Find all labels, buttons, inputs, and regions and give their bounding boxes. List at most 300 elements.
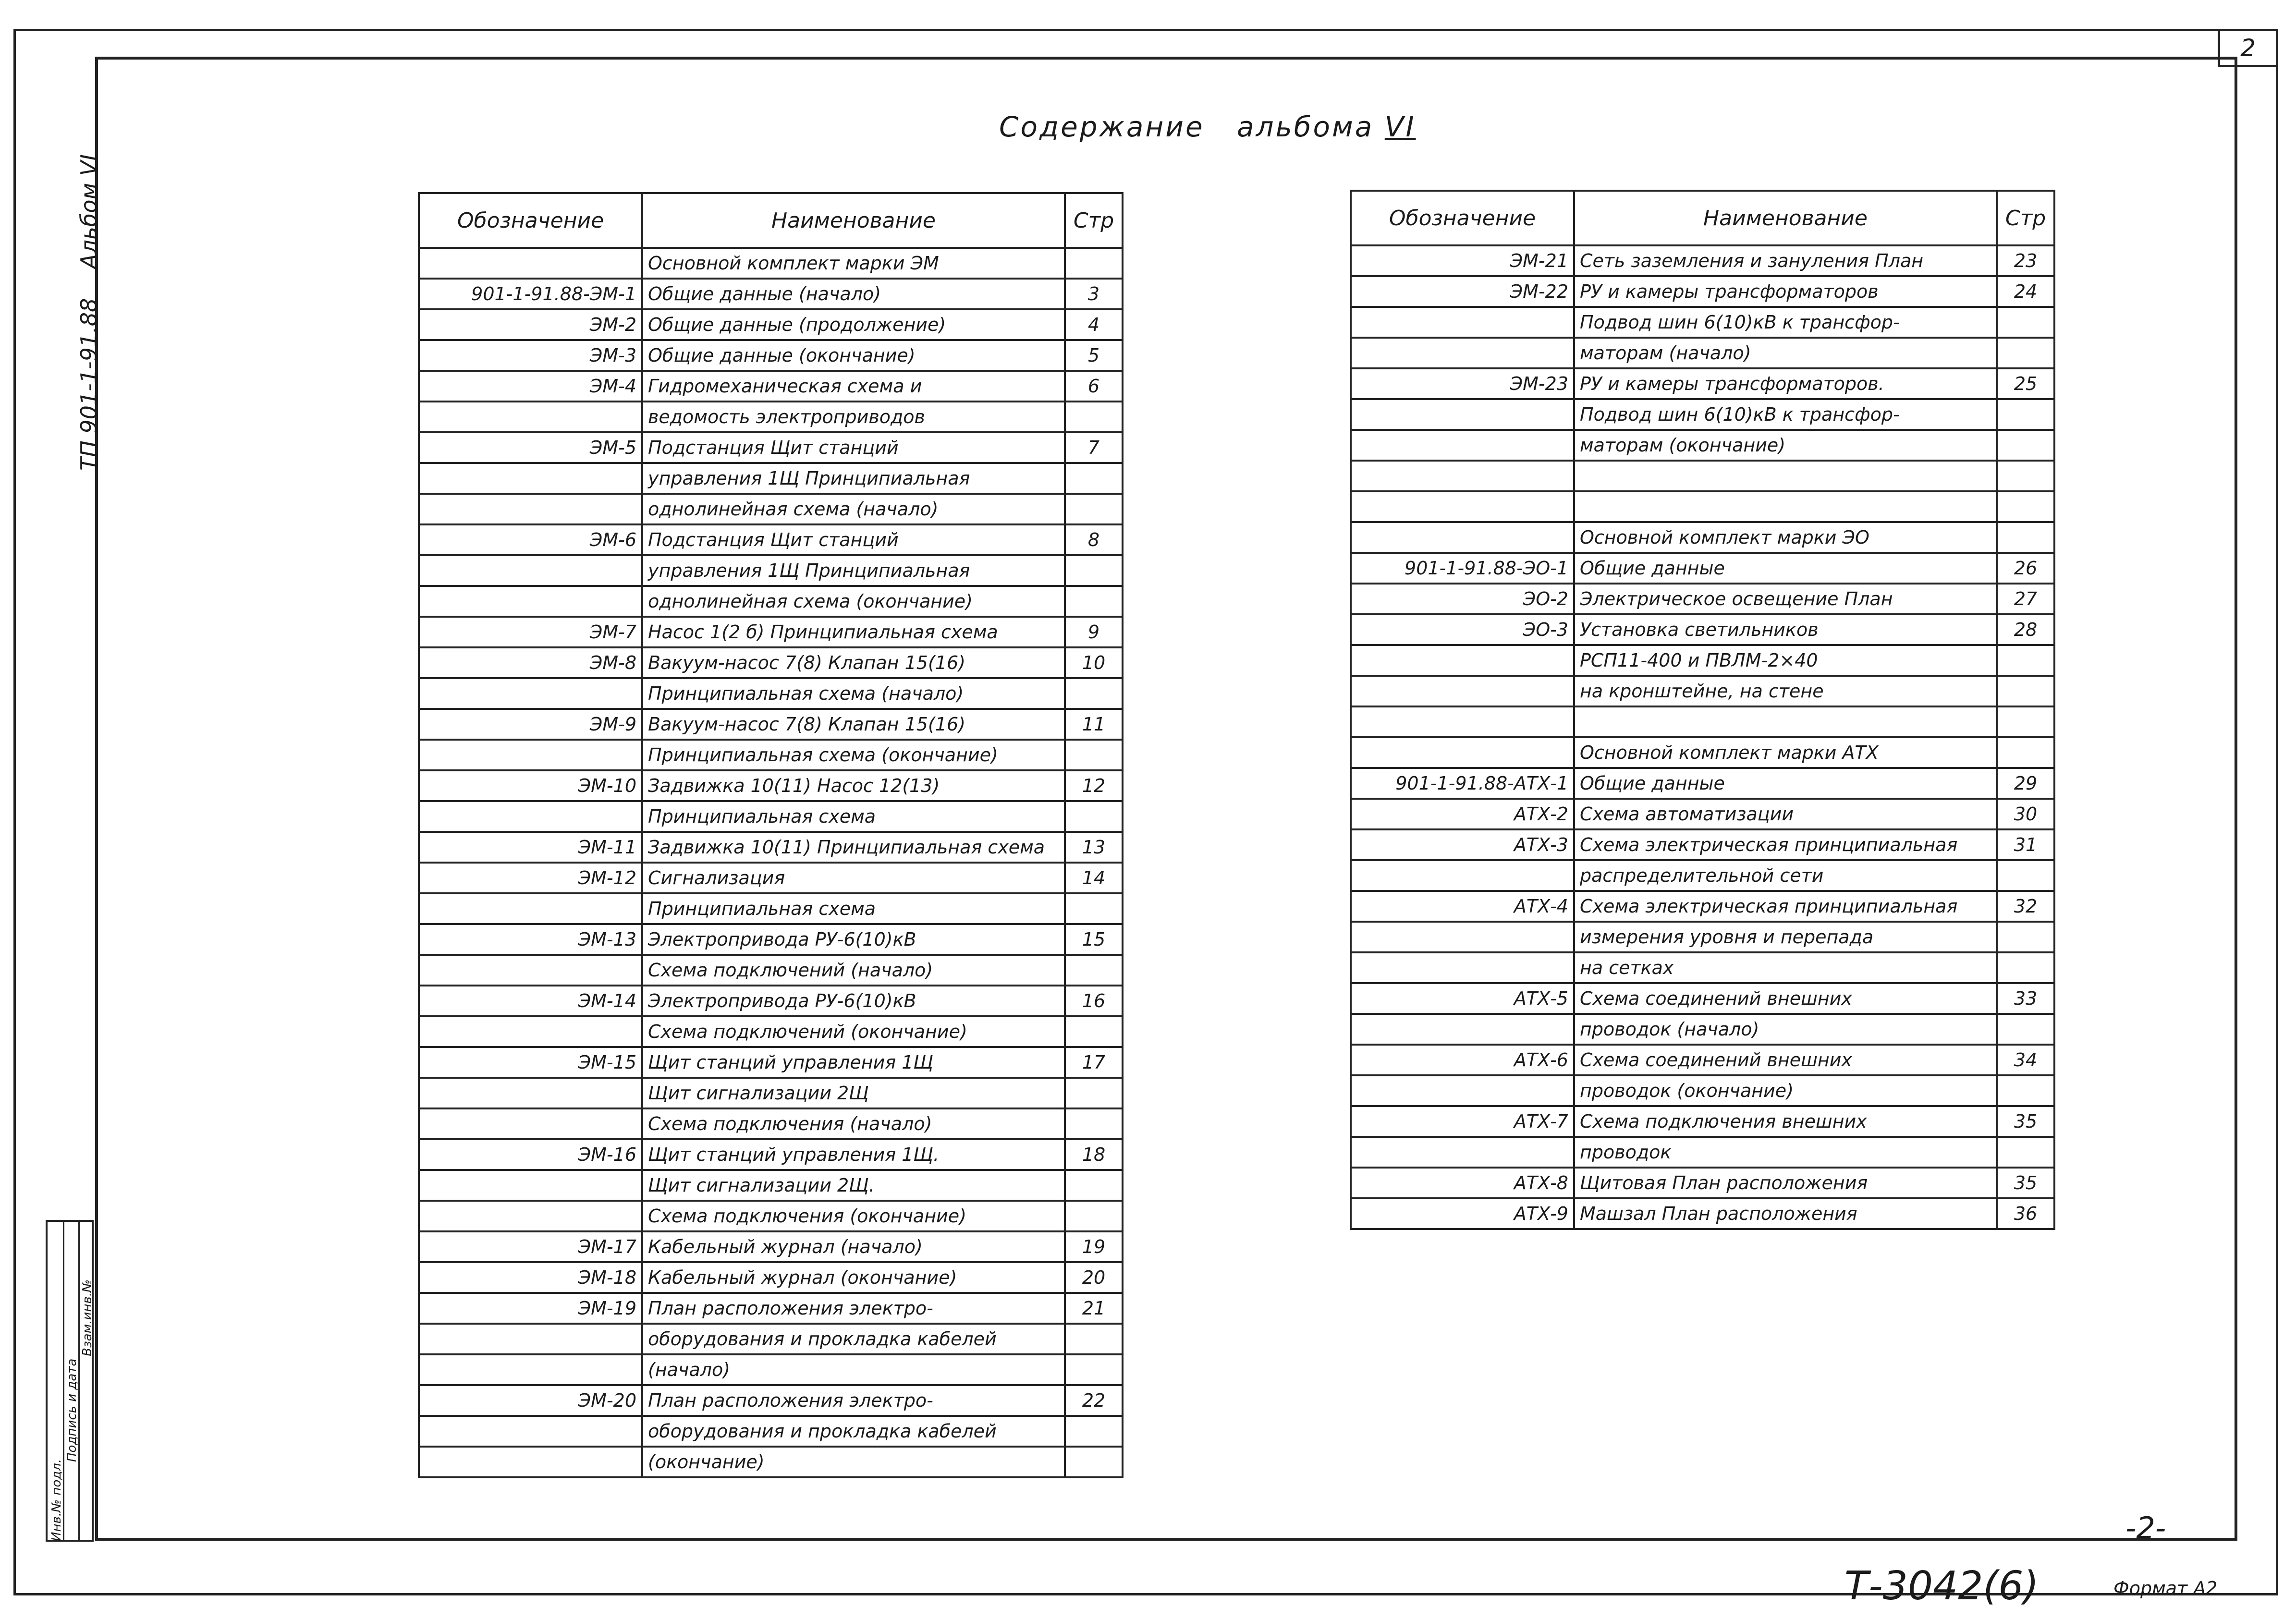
cell-page: [1065, 494, 1123, 524]
table-row: [419, 1016, 1123, 1047]
cell-page: 9: [1065, 617, 1123, 647]
cell-code: [419, 955, 642, 986]
cell-name: Общие данные (продолжение): [642, 309, 1065, 340]
cell-page: 31: [1997, 829, 2054, 860]
table-row: [1351, 645, 2054, 676]
cell-name: Принципиальная схема: [642, 893, 1065, 924]
table-row: [1351, 1045, 2054, 1075]
cell-page: [1065, 555, 1123, 586]
cell-page: 21: [1065, 1293, 1123, 1324]
cell-page: 27: [1997, 584, 2054, 614]
table-row: [1351, 338, 2054, 368]
cell-code: [1351, 645, 1574, 676]
cell-name: распределительной сети: [1574, 860, 1997, 891]
cell-code: ЭО-2: [1351, 584, 1574, 614]
cell-name: Гидромеханическая схема и: [642, 371, 1065, 402]
cell-page: 3: [1065, 279, 1123, 309]
cell-page: [1065, 248, 1123, 279]
table-row: [419, 586, 1123, 617]
table-row: [419, 1262, 1123, 1293]
cell-code: ЭМ-20: [419, 1385, 642, 1416]
table-row: [1351, 1168, 2054, 1198]
cell-code: [1351, 1075, 1574, 1106]
cell-code: ЭМ-12: [419, 863, 642, 893]
cell-name: Схема электрическая принципиальная: [1574, 829, 1997, 860]
cell-code: [419, 1170, 642, 1201]
cell-name: Вакуум-насос 7(8) Клапан 15(16): [642, 709, 1065, 740]
cell-code: ЭМ-8: [419, 647, 642, 678]
table-header-row: [1351, 191, 2054, 245]
cell-code: [419, 740, 642, 770]
table-row: [419, 1447, 1123, 1477]
cell-page: 35: [1997, 1106, 2054, 1137]
cell-code: [419, 1108, 642, 1139]
table-row: [419, 524, 1123, 555]
cell-page: 8: [1065, 524, 1123, 555]
title-text: Содержание альбома: [999, 110, 1374, 143]
cell-page: 29: [1997, 768, 2054, 799]
table-row: [1351, 430, 2054, 461]
cell-code: ЭМ-23: [1351, 368, 1574, 399]
cell-name: Схема подключения внешних: [1574, 1106, 1997, 1137]
cell-name: РУ и камеры трансформаторов.: [1574, 368, 1997, 399]
stamp-label-sign: Подпись и дата: [65, 1358, 79, 1462]
cell-page: [1065, 1447, 1123, 1477]
format-label: Формат А2: [2113, 1578, 2218, 1599]
cell-code: 901-1-91.88-ЭО-1: [1351, 553, 1574, 584]
table-header-row: [419, 193, 1123, 248]
cell-name: Задвижка 10(11) Принципиальная схема: [642, 832, 1065, 863]
cell-name: управления 1Щ Принципиальная: [642, 463, 1065, 494]
cell-name: маторам (начало): [1574, 338, 1997, 368]
cell-name: Схема соединений внешних: [1574, 983, 1997, 1014]
cell-code: [1351, 1014, 1574, 1045]
cell-page: 10: [1065, 647, 1123, 678]
cell-page: 25: [1997, 368, 2054, 399]
cell-code: ЭМ-7: [419, 617, 642, 647]
cell-page: 23: [1997, 245, 2054, 276]
cell-code: ЭМ-3: [419, 340, 642, 371]
cell-code: [419, 678, 642, 709]
table-row: [419, 647, 1123, 678]
column-header-name: Наименование: [642, 193, 1065, 248]
cell-page: 22: [1065, 1385, 1123, 1416]
table-row: [1351, 1075, 2054, 1106]
document-reference: Т-3042(6): [1844, 1563, 2039, 1609]
cell-code: АТХ-6: [1351, 1045, 1574, 1075]
table-row: [1351, 276, 2054, 307]
table-row: [1351, 706, 2054, 737]
cell-name: Общие данные: [1574, 768, 1997, 799]
table-row: [1351, 461, 2054, 491]
cell-code: [419, 1416, 642, 1447]
cell-page: 35: [1997, 1168, 2054, 1198]
table-row: [419, 1139, 1123, 1170]
table-row: [1351, 1014, 2054, 1045]
cell-code: [1351, 430, 1574, 461]
cell-page: 33: [1997, 983, 2054, 1014]
cell-code: [419, 1078, 642, 1108]
cell-page: [1065, 1354, 1123, 1385]
cell-name: (окончание): [642, 1447, 1065, 1477]
cell-code: [419, 801, 642, 832]
table-row: [1351, 737, 2054, 768]
table-row: [419, 863, 1123, 893]
cell-page: 12: [1065, 770, 1123, 801]
cell-page: [1065, 1201, 1123, 1231]
cell-name: Подвод шин 6(10)кВ к трансфор-: [1574, 399, 1997, 430]
table-row: [419, 371, 1123, 402]
cell-code: [1351, 307, 1574, 338]
table-row: [419, 1231, 1123, 1262]
cell-name: Задвижка 10(11) Насос 12(13): [642, 770, 1065, 801]
table-row: [1351, 860, 2054, 891]
table-row: [1351, 491, 2054, 522]
table-row: [1351, 522, 2054, 553]
table-row: [1351, 1198, 2054, 1229]
table-row: [1351, 829, 2054, 860]
cell-page: [1997, 922, 2054, 952]
table-row: [1351, 676, 2054, 706]
cell-name: Схема электрическая принципиальная: [1574, 891, 1997, 922]
table-row: [419, 986, 1123, 1016]
cell-name: [1574, 706, 1997, 737]
cell-page: [1065, 1078, 1123, 1108]
cell-name: Электрическое освещение План: [1574, 584, 1997, 614]
cell-code: [419, 586, 642, 617]
cell-name: измерения уровня и перепада: [1574, 922, 1997, 952]
cell-page: 5: [1065, 340, 1123, 371]
table-row: [1351, 399, 2054, 430]
cell-name: управления 1Щ Принципиальная: [642, 555, 1065, 586]
cell-code: ЭМ-4: [419, 371, 642, 402]
page-title: [999, 110, 1416, 143]
table-row: [1351, 614, 2054, 645]
cell-code: ЭМ-17: [419, 1231, 642, 1262]
table-row: [419, 924, 1123, 955]
cell-code: ЭМ-11: [419, 832, 642, 863]
cell-name: РУ и камеры трансформаторов: [1574, 276, 1997, 307]
cell-page: [1997, 1014, 2054, 1045]
cell-code: АТХ-9: [1351, 1198, 1574, 1229]
cell-page: 4: [1065, 309, 1123, 340]
cell-name: План расположения электро-: [642, 1293, 1065, 1324]
cell-code: 901-1-91.88-АТХ-1: [1351, 768, 1574, 799]
cell-code: [1351, 706, 1574, 737]
cell-page: 30: [1997, 799, 2054, 829]
cell-name: ведомость электроприводов: [642, 402, 1065, 432]
table-row: [419, 1416, 1123, 1447]
cell-name: Сеть заземления и зануления План: [1574, 245, 1997, 276]
cell-name: [1574, 461, 1997, 491]
table-row: [1351, 768, 2054, 799]
table-row: [419, 463, 1123, 494]
cell-page: [1065, 1016, 1123, 1047]
cell-page: 26: [1997, 553, 2054, 584]
cell-page: [1065, 1416, 1123, 1447]
table-row: [419, 1354, 1123, 1385]
cell-page: [1997, 645, 2054, 676]
table-row: [419, 955, 1123, 986]
cell-name: Щит сигнализации 2Щ: [642, 1078, 1065, 1108]
cell-code: ЭМ-16: [419, 1139, 642, 1170]
table-row: [419, 1170, 1123, 1201]
cell-code: АТХ-3: [1351, 829, 1574, 860]
cell-page: 11: [1065, 709, 1123, 740]
table-row: [419, 740, 1123, 770]
table-row: [1351, 1137, 2054, 1168]
table-row: [1351, 983, 2054, 1014]
sheet-number: 2: [2218, 29, 2278, 67]
table-row: [1351, 584, 2054, 614]
table-row: [1351, 799, 2054, 829]
cell-page: [1997, 399, 2054, 430]
cell-name: маторам (окончание): [1574, 430, 1997, 461]
cell-page: [1065, 955, 1123, 986]
page-mark: -2-: [2125, 1510, 2166, 1546]
cell-name: Принципиальная схема: [642, 801, 1065, 832]
table-row: [1351, 553, 2054, 584]
cell-page: 17: [1065, 1047, 1123, 1078]
cell-code: [419, 1201, 642, 1231]
side-document-code: ТП 901-1-91.88: [76, 298, 102, 471]
cell-code: ЭМ-6: [419, 524, 642, 555]
table-row: [419, 1108, 1123, 1139]
table-row: [419, 1293, 1123, 1324]
cell-page: 24: [1997, 276, 2054, 307]
table-row: [1351, 245, 2054, 276]
cell-code: [419, 1016, 642, 1047]
table-row: [419, 1078, 1123, 1108]
cell-page: 15: [1065, 924, 1123, 955]
cell-code: [1351, 737, 1574, 768]
cell-code: ЭМ-14: [419, 986, 642, 1016]
cell-page: [1997, 737, 2054, 768]
cell-name: Щит сигнализации 2Щ.: [642, 1170, 1065, 1201]
table-row: [419, 801, 1123, 832]
cell-code: [1351, 522, 1574, 553]
contents-table-right: [1350, 190, 2055, 1230]
table-row: [419, 1201, 1123, 1231]
cell-code: [419, 494, 642, 524]
cell-name: План расположения электро-: [642, 1385, 1065, 1416]
table-row: [419, 432, 1123, 463]
cell-page: 32: [1997, 891, 2054, 922]
cell-name: Установка светильников: [1574, 614, 1997, 645]
cell-page: [1997, 338, 2054, 368]
cell-name: Основной комплект марки АТХ: [1574, 737, 1997, 768]
table-row: [419, 1385, 1123, 1416]
cell-name: Щит станций управления 1Щ.: [642, 1139, 1065, 1170]
column-header-code: Обозначение: [419, 193, 642, 248]
cell-name: Основной комплект марки ЭМ: [642, 248, 1065, 279]
cell-code: ЭМ-18: [419, 1262, 642, 1293]
cell-name: Машзал План расположения: [1574, 1198, 1997, 1229]
cell-page: [1997, 307, 2054, 338]
table-row: [1351, 1106, 2054, 1137]
cell-name: Электропривода РУ-6(10)кВ: [642, 986, 1065, 1016]
cell-name: Принципиальная схема (начало): [642, 678, 1065, 709]
cell-page: [1997, 860, 2054, 891]
side-album-label: Альбом VI: [76, 154, 102, 269]
table-row: [419, 617, 1123, 647]
cell-page: [1997, 522, 2054, 553]
cell-page: [1065, 1108, 1123, 1139]
cell-name: Щитовая План расположения: [1574, 1168, 1997, 1198]
table-row: [419, 279, 1123, 309]
cell-page: [1065, 586, 1123, 617]
cell-code: [1351, 860, 1574, 891]
cell-code: ЭМ-10: [419, 770, 642, 801]
cell-name: Сигнализация: [642, 863, 1065, 893]
cell-name: Схема автоматизации: [1574, 799, 1997, 829]
cell-name: Схема подключений (начало): [642, 955, 1065, 986]
cell-name: Вакуум-насос 7(8) Клапан 15(16): [642, 647, 1065, 678]
cell-code: [1351, 399, 1574, 430]
cell-code: ЭМ-22: [1351, 276, 1574, 307]
cell-name: Насос 1(2 б) Принципиальная схема: [642, 617, 1065, 647]
cell-page: 18: [1065, 1139, 1123, 1170]
cell-name: Схема подключений (окончание): [642, 1016, 1065, 1047]
cell-code: [1351, 338, 1574, 368]
cell-page: [1065, 678, 1123, 709]
cell-name: оборудования и прокладка кабелей: [642, 1416, 1065, 1447]
cell-name: Общие данные (начало): [642, 279, 1065, 309]
cell-page: [1065, 801, 1123, 832]
table-row: [419, 1324, 1123, 1354]
cell-page: [1997, 461, 2054, 491]
cell-name: Кабельный журнал (окончание): [642, 1262, 1065, 1293]
table-row: [419, 248, 1123, 279]
title-album-number: VI: [1384, 110, 1416, 143]
cell-code: [1351, 461, 1574, 491]
cell-code: [419, 1324, 642, 1354]
cell-name: однолинейная схема (начало): [642, 494, 1065, 524]
cell-page: 16: [1065, 986, 1123, 1016]
cell-code: ЭМ-13: [419, 924, 642, 955]
cell-name: Основной комплект марки ЭО: [1574, 522, 1997, 553]
cell-code: ЭМ-21: [1351, 245, 1574, 276]
table-row: [419, 494, 1123, 524]
cell-code: [1351, 952, 1574, 983]
cell-name: на сетках: [1574, 952, 1997, 983]
cell-page: 7: [1065, 432, 1123, 463]
table-row: [419, 832, 1123, 863]
cell-code: 901-1-91.88-ЭМ-1: [419, 279, 642, 309]
cell-page: [1065, 1324, 1123, 1354]
cell-code: [419, 402, 642, 432]
cell-name: проводок (окончание): [1574, 1075, 1997, 1106]
cell-name: Подстанция Щит станций: [642, 432, 1065, 463]
table-row: [419, 1047, 1123, 1078]
cell-code: АТХ-8: [1351, 1168, 1574, 1198]
cell-name: Подстанция Щит станций: [642, 524, 1065, 555]
cell-name: Электропривода РУ-6(10)кВ: [642, 924, 1065, 955]
cell-code: ЭМ-9: [419, 709, 642, 740]
cell-page: [1997, 706, 2054, 737]
column-header-page: Стр: [1065, 193, 1123, 248]
cell-name: Подвод шин 6(10)кВ к трансфор-: [1574, 307, 1997, 338]
cell-name: РСП11-400 и ПВЛМ-2×40: [1574, 645, 1997, 676]
cell-code: ЭМ-2: [419, 309, 642, 340]
cell-page: [1065, 740, 1123, 770]
cell-name: [1574, 491, 1997, 522]
column-header-page: Стр: [1997, 191, 2054, 245]
table-row: [1351, 891, 2054, 922]
cell-name: Схема подключения (окончание): [642, 1201, 1065, 1231]
cell-page: 20: [1065, 1262, 1123, 1293]
cell-code: [419, 248, 642, 279]
cell-name: (начало): [642, 1354, 1065, 1385]
cell-page: [1997, 491, 2054, 522]
table-row: [419, 709, 1123, 740]
table-row: [1351, 922, 2054, 952]
table-row: [419, 309, 1123, 340]
cell-page: [1065, 402, 1123, 432]
cell-page: 28: [1997, 614, 2054, 645]
table-row: [419, 340, 1123, 371]
cell-page: 34: [1997, 1045, 2054, 1075]
cell-code: [1351, 922, 1574, 952]
cell-page: 36: [1997, 1198, 2054, 1229]
cell-code: ЭМ-5: [419, 432, 642, 463]
cell-page: [1997, 952, 2054, 983]
side-stamp: [46, 1220, 94, 1542]
table-row: [1351, 952, 2054, 983]
cell-name: однолинейная схема (окончание): [642, 586, 1065, 617]
cell-name: на кронштейне, на стене: [1574, 676, 1997, 706]
cell-name: проводок (начало): [1574, 1014, 1997, 1045]
cell-name: Общие данные (окончание): [642, 340, 1065, 371]
cell-name: проводок: [1574, 1137, 1997, 1168]
cell-page: 6: [1065, 371, 1123, 402]
cell-code: [419, 893, 642, 924]
cell-page: 19: [1065, 1231, 1123, 1262]
column-header-code: Обозначение: [1351, 191, 1574, 245]
cell-name: Принципиальная схема (окончание): [642, 740, 1065, 770]
cell-page: [1065, 893, 1123, 924]
table-row: [419, 770, 1123, 801]
stamp-label-replace: Взам.инв.№: [80, 1279, 95, 1356]
cell-code: [1351, 1137, 1574, 1168]
cell-page: [1997, 430, 2054, 461]
table-row: [1351, 368, 2054, 399]
table-row: [419, 678, 1123, 709]
cell-name: оборудования и прокладка кабелей: [642, 1324, 1065, 1354]
cell-code: ЭМ-15: [419, 1047, 642, 1078]
table-row: [419, 402, 1123, 432]
cell-name: Схема соединений внешних: [1574, 1045, 1997, 1075]
cell-name: Щит станций управления 1Щ: [642, 1047, 1065, 1078]
cell-page: 13: [1065, 832, 1123, 863]
cell-name: Кабельный журнал (начало): [642, 1231, 1065, 1262]
cell-code: АТХ-5: [1351, 983, 1574, 1014]
cell-code: ЭМ-19: [419, 1293, 642, 1324]
cell-code: [419, 1447, 642, 1477]
cell-page: [1065, 463, 1123, 494]
cell-page: 14: [1065, 863, 1123, 893]
table-row: [419, 555, 1123, 586]
cell-code: АТХ-7: [1351, 1106, 1574, 1137]
cell-page: [1997, 676, 2054, 706]
column-header-name: Наименование: [1574, 191, 1997, 245]
cell-code: [419, 463, 642, 494]
cell-page: [1997, 1137, 2054, 1168]
table-row: [1351, 307, 2054, 338]
table-row: [419, 893, 1123, 924]
cell-code: [419, 1354, 642, 1385]
cell-code: [419, 555, 642, 586]
